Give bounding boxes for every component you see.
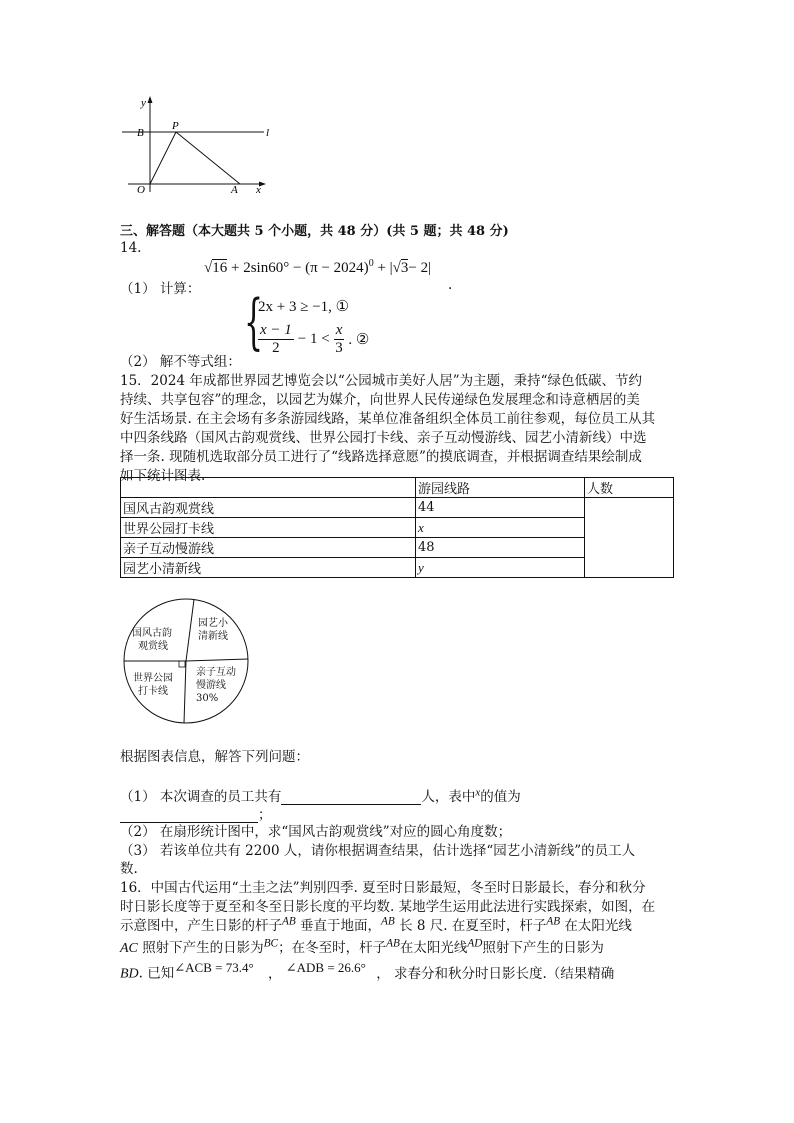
count-cell: x [416,518,585,538]
q14-expression [204,258,431,277]
q15-intro: 根据图表信息，解答下列问题： [120,749,309,765]
system-eq1: 2x + 3 ≥ −1, ① [258,299,350,315]
table-header-cell: 游园线路 [416,478,585,498]
seg-AD: AD [467,937,483,950]
q1-x: x [475,786,481,799]
pie-label: 世界公园 [133,673,173,684]
route-cell: 园艺小清新线 [121,558,416,578]
q16-l3a: 示意图中，产生日影的杆子 [120,918,282,934]
label-B: B [137,127,144,139]
q16-line-2: 时日影长度等于夏至和冬至日影长度的平均数. 某地学生运用此法进行实践探索，如图，在 [120,899,656,915]
expr-plus: + [377,260,386,276]
inequality-brace: { [244,287,264,357]
q15-line-6: 如下统计图表. [120,468,206,484]
label-x: x [256,184,261,196]
q16-l3b: 垂直于地面， [300,918,382,934]
q16-l4a: 照射下产生的日影为 [142,940,264,956]
eq2-den: 2 [272,340,280,356]
eq2-fraction [258,322,294,357]
exp-zero: 0 [368,258,374,269]
abs-rad: 3 [400,260,409,276]
sqrt-symbol: √ [204,260,213,276]
sqrt-symbol-2: √ [392,260,401,276]
count-cell: y [416,558,585,578]
q15-line-5: 择一条. 现随机选取部分员工进行了“线路选择意愿”的摸底调查，并根据调查结果绘制成 [120,449,642,465]
eq2-mid: − 1 < [297,331,330,347]
q15-q3-b: 数. [120,861,138,877]
segment-PA [176,132,240,184]
angle-ADB: ∠ADB = 26.6° [285,960,366,975]
label-l: l [266,127,270,139]
answer-blank-total[interactable] [281,790,421,805]
q15-q3-a: （3） 若该单位共有 2200 人，请你根据调查结果，估计选择“园艺小清新线”的员工人 [120,843,636,859]
q14-p1-label: （1） 计算： [120,281,201,297]
count-cell: 48 [416,538,585,558]
q16-line-1: 16．中国古代运用“土圭之法”判别四季. 夏至时日影最短，冬至时日影最长，春分和秋分 [120,880,646,896]
abs-bar-right: | [428,260,432,276]
pie-label: 园艺小 [198,618,228,629]
expr-part2: + 2sin60° − (π − 2024) [230,260,369,276]
eq2-end: . ② [348,332,370,348]
table-header-cell: 人数 [585,478,674,498]
pie-label: 清新线 [198,631,228,642]
seg-AB: AB [282,915,296,928]
table-row [121,498,674,518]
q14-number: 14. [120,240,142,256]
q1-text-b: 人，表中 [421,789,476,805]
seg-AB: AB [381,915,395,928]
q1-text-c: 的值为 [480,789,521,805]
count-cell: 44 [416,498,585,518]
eq2-rnum: x [335,322,343,338]
q16-line-5 [120,960,614,983]
route-cell: 亲子互动慢游线 [121,538,416,558]
eq2-num: x − 1 [260,322,292,338]
table-header-cell [121,478,416,498]
label-A: A [231,184,238,196]
q15-line-2: 持续、共享包容”的理念，以园艺为媒介，向世界人民传递绿色发展理念和诗意栖居的美 [120,392,640,408]
q16-l4d: 照射下产生的日影为 [482,940,604,956]
q16-comma: ， [267,965,282,982]
q1-end: ； [258,807,272,823]
label-P: P [172,120,179,132]
y-axis-arrow [148,96,153,103]
q16-l3d: 在太阳光线 [564,918,632,934]
coordinate-graph [118,92,278,200]
label-y: y [141,97,146,109]
seg-BD: BD [120,966,139,982]
pie-label: 国风古韵 [132,628,172,639]
abs-rest: − 2 [408,260,429,276]
q15-line-1: 15．2024 年成都世界园艺博览会以“公园城市美好人居”为主题，秉持“绿色低碳、节约 [120,373,643,389]
pie-label: 慢游线 [196,680,226,691]
seg-AB: AB [386,937,400,950]
q14-p1-end: . [448,277,453,293]
q1-text-a: （1） 本次调查的员工共有 [120,789,282,805]
system-eq2 [258,322,369,357]
pie-label: 30% [196,693,219,704]
label-O: O [137,184,145,196]
q16-l5a: . 已知 [138,965,175,982]
sqrt16: 16 [212,260,228,276]
angle-ACB: ∠ACB = 73.4° [174,960,254,975]
pie-label: 亲子互动 [196,667,236,678]
q15-line-4: 中四条线路（国风古韵观赏线、世界公园打卡线、亲子互动慢游线、园艺小清新线）中选 [120,430,647,446]
survey-table [120,477,674,578]
segment-OP [150,132,176,184]
route-cell: 国风古韵观赏线 [121,498,416,518]
eq2-rden: 3 [335,340,343,356]
pie-label: 打卡线 [138,686,168,697]
seg-AC: AC [120,941,138,956]
q14-p2-label: （2） 解不等式组： [120,354,241,370]
q15-line-3: 好生活场景. 在主会场有多条游园线路，某单位准备组织全体员工前往参观，每位员工从其 [120,411,656,427]
eq2-rfraction [334,322,345,357]
q15-q1 [120,785,521,805]
q16-l3c: 长 8 尺. 在夏至时，杆子 [399,918,547,934]
q16-l5b: ， 求春分和秋分时日影长度.（结果精确 [376,965,615,982]
pie-label: 观赏线 [138,641,168,652]
q16-line-3 [120,914,632,934]
q16-l4b: ；在冬至时，杆子 [278,940,387,956]
seg-BC: BC [263,937,279,950]
table-header-row [121,478,674,498]
abs-bar-left: | [389,260,393,276]
route-cell: 世界公园打卡线 [121,518,416,538]
q16-line-4 [120,936,604,957]
merged-count-cell [585,498,674,578]
section3-heading: 三、解答题（本大题共 5 个小题，共 48 分）(共 5 题；共 48 分) [120,224,509,239]
seg-AB: AB [546,915,561,928]
q16-l4c: 在太阳光线 [399,940,468,956]
q15-q2: （2） 在扇形统计图中，求“国风古韵观赏线”对应的圆心角度数； [120,824,512,840]
pie-chart [118,598,254,724]
